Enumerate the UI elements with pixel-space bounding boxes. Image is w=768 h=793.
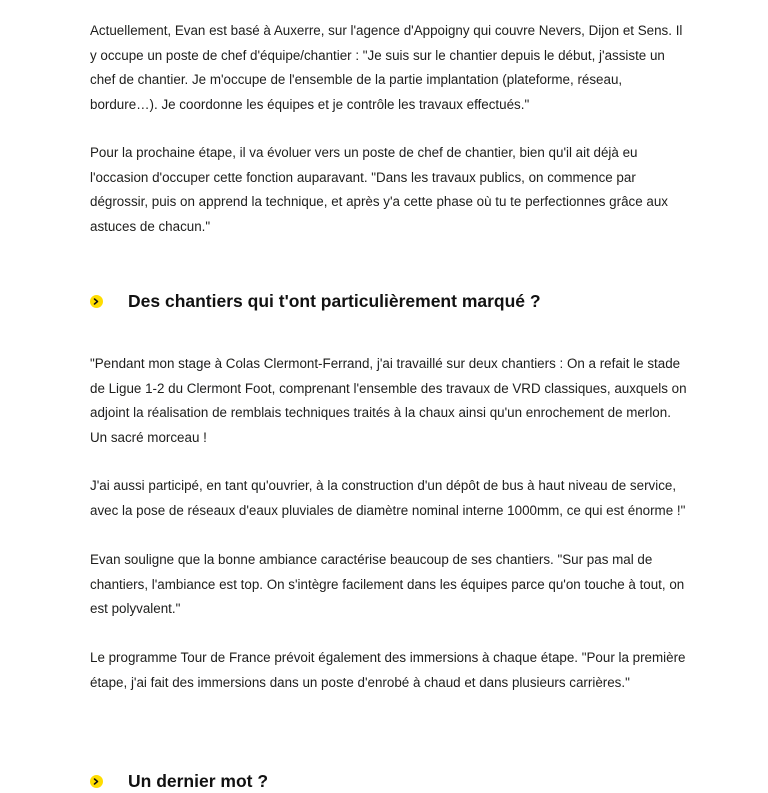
section-title-dernier-mot: Un dernier mot ? — [128, 771, 269, 791]
paragraph-immersions: Le programme Tour de France prévoit également des immersions à chaque étape. "Pour la première étape, j'ai fait des immersions dans un poste d'enrobé à chaud et dans plusieurs carrières." — [90, 650, 686, 690]
paragraph-ambiance: Evan souligne que la bonne ambiance caractérise beaucoup de ses chantiers. "Sur pas mal de chantiers, l'ambiance est top. On s'intègre facilement dans les équipes parce qu'on touche à tout, on est polyvalent." — [90, 552, 685, 616]
section-heading-dernier-mot — [90, 770, 690, 793]
paragraph-role: Actuellement, Evan est basé à Auxerre, sur l'agence d'Appoigny qui couvre Nevers, Dijon et Sens. Il y occupe un poste de chef d'équipe/chantier : "Je suis sur le chantier depuis le début, j'assiste un chef de chantier. Je m'occupe de l'ensemble de la partie implantation (plateforme, réseau, bordure…). Je coordonne les équipes et je contrôle les travaux effectués." — [90, 23, 683, 112]
paragraph-stage-clermont: "Pendant mon stage à Colas Clermont-Ferrand, j'ai travaillé sur deux chantiers : On a refait le stade de Ligue 1-2 du Clermont Foot, comprenant l'ensemble des travaux de VRD classiques, auxquels on adjoint la réalisation de remblais techniques traités à la chaux ainsi qu'un enrochement de merlon. Un sacré morceau ! — [90, 356, 687, 445]
section-heading-chantiers — [90, 290, 690, 313]
chevron-right-icon — [90, 775, 103, 788]
chevron-right-icon — [90, 295, 103, 308]
paragraph-next-step: Pour la prochaine étape, il va évoluer vers un poste de chef de chantier, bien qu'il ait déjà eu l'occasion d'occuper cette fonction auparavant. "Dans les travaux publics, on commence par dégrossir, puis on apprend la technique, et après y'a cette phase où tu te perfectionnes grâce aux astuces de chacun." — [90, 145, 668, 234]
section-title-chantiers: Des chantiers qui t'ont particulièrement marqué ? — [128, 291, 541, 311]
paragraph-depot-bus: J'ai aussi participé, en tant qu'ouvrier, à la construction d'un dépôt de bus à haut niveau de service, avec la pose de réseaux d'eaux pluviales de diamètre nominal interne 1000mm, ce qui est énorme !" — [90, 478, 686, 518]
